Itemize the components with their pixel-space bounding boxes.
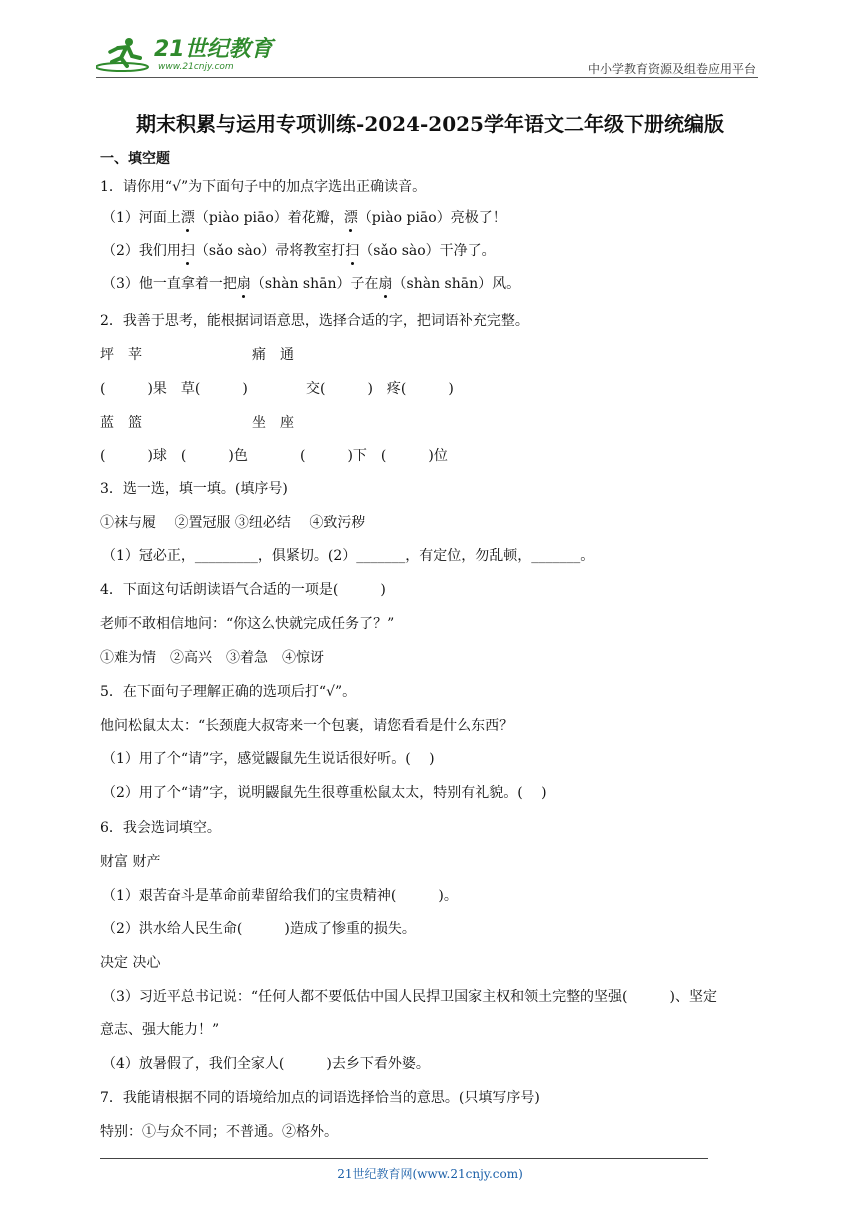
fill-blank: 交( ) 疼( ) xyxy=(306,381,454,397)
question-6-sentence-1: （1）艰苦奋斗是革命前辈留给我们的宝贵精神( )。 xyxy=(102,888,458,904)
dotted-char: 漂 xyxy=(344,207,358,227)
word-choices: 决定 决心 xyxy=(100,955,161,971)
footer-divider xyxy=(100,1158,708,1159)
question-4-quote: 老师不敢相信地问：“你这么快就完成任务了？” xyxy=(100,616,395,632)
word-pair: 蓝 篮 xyxy=(100,415,142,431)
question-4-options: ①难为情 ②高兴 ③着急 ④惊讶 xyxy=(100,650,324,666)
text: （sǎo sào）干净了。 xyxy=(359,243,496,259)
text: （3）他一直拿着一把 xyxy=(102,276,237,292)
logo xyxy=(96,34,273,76)
word-pair: 坪 苹 xyxy=(100,347,142,363)
question-6-sentence-3: （3）习近平总书记说：“任何人都不要低估中国人民捍卫国家主权和领土完整的坚强( )、坚定 xyxy=(102,989,717,1005)
question-7-definition: 特别：①与众不同；不普通。②格外。 xyxy=(100,1124,338,1140)
question-5-option-2: （2）用了个“请”字，说明鼹鼠先生很尊重松鼠太太，特别有礼貌。( ) xyxy=(102,785,547,801)
word-pair: 痛 通 xyxy=(252,347,294,363)
dotted-char: 扇 xyxy=(237,273,251,293)
text: （shàn shān）风。 xyxy=(392,276,521,292)
fill-blank: ( )果 草( ) xyxy=(100,381,248,397)
dotted-char: 漂 xyxy=(181,207,195,227)
text: （1）河面上 xyxy=(102,210,181,226)
question-3-line: （1）冠必正，_________，俱紧切。(2）_______，有定位，勿乱顿，_______。 xyxy=(102,548,595,564)
fill-blank: ( )球 ( )色 xyxy=(100,448,248,464)
question-5-stem: 5．在下面句子理解正确的选项后打“√”。 xyxy=(100,684,357,700)
text: （piào piāo）着花瓣， xyxy=(194,210,344,226)
question-5-option-1: （1）用了个“请”字，感觉鼹鼠先生说话很好听。( ) xyxy=(102,751,435,767)
header-divider xyxy=(96,77,758,78)
question-1-stem: 1．请你用“√”为下面句子中的加点字选出正确读音。 xyxy=(100,179,427,195)
word-choices: 财富 财产 xyxy=(100,854,161,870)
text: （2）我们用 xyxy=(102,243,181,259)
question-1-item-1 xyxy=(102,207,507,227)
question-2-stem: 2．我善于思考，能根据词语意思，选择合适的字，把词语补充完整。 xyxy=(100,313,529,329)
section-heading: 一、填空题 xyxy=(100,151,170,167)
question-6-sentence-4: （4）放暑假了，我们全家人( )去乡下看外婆。 xyxy=(102,1056,430,1072)
text: （sǎo sào）帚将教室打 xyxy=(194,243,346,259)
fill-blank: ( )下 ( )位 xyxy=(300,448,448,464)
question-3-options: ①袜与履 ②置冠服 ③纽必结 ④致污秽 xyxy=(100,515,366,531)
dotted-char: 扇 xyxy=(379,273,393,293)
question-6-sentence-3-cont: 意志、强大能力！” xyxy=(100,1022,220,1038)
question-5-quote: 他问松鼠太太：“长颈鹿大叔寄来一个包裹，请您看看是什么东西？ xyxy=(100,718,514,734)
question-7-stem: 7．我能请根据不同的语境给加点的词语选择恰当的意思。(只填写序号) xyxy=(100,1090,540,1106)
question-1-item-3 xyxy=(102,273,520,293)
logo-url: www.21cnjy.com xyxy=(158,62,234,72)
logo-brand: 21世纪教育 xyxy=(154,37,273,62)
dotted-char: 扫 xyxy=(345,240,359,260)
question-6-stem: 6．我会选词填空。 xyxy=(100,820,221,836)
page-header xyxy=(96,34,756,76)
footer-link[interactable]: 21世纪教育网(www.21cnjy.com) xyxy=(337,1167,523,1181)
platform-name: 中小学教育资源及组卷应用平台 xyxy=(587,62,756,76)
question-3-stem: 3．选一选，填一填。(填序号) xyxy=(100,481,288,497)
text: （piào piāo）亮极了！ xyxy=(357,210,507,226)
text: （shàn shān）子在 xyxy=(250,276,379,292)
dotted-char: 扫 xyxy=(181,240,195,260)
question-6-sentence-2: （2）洪水给人民生命( )造成了惨重的损失。 xyxy=(102,921,416,937)
word-pair: 坐 座 xyxy=(252,415,294,431)
document-title: 期末积累与运用专项训练-2024-2025学年语文二年级下册统编版 xyxy=(136,112,724,136)
question-1-item-2 xyxy=(102,240,496,260)
question-4-stem: 4．下面这句话朗读语气合适的一项是( ) xyxy=(100,582,386,598)
runner-logo-icon xyxy=(96,36,152,74)
